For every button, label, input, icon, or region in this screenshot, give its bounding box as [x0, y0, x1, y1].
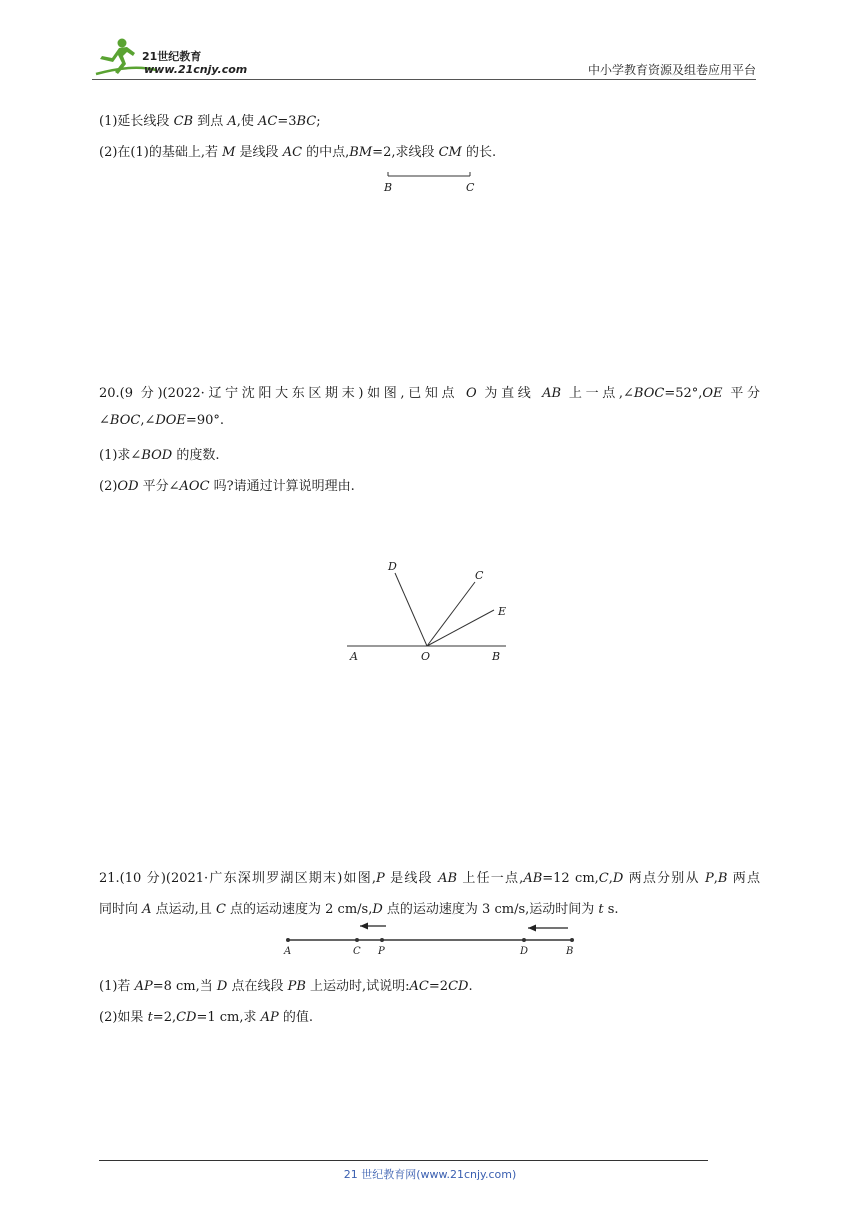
header-divider: [92, 79, 756, 80]
label-c: C: [475, 569, 484, 582]
q21-part2: (2)如果 t=2,CD=1 cm,求 AP 的值.: [99, 1010, 314, 1025]
site-logo: [92, 34, 262, 80]
label-a: A: [284, 946, 292, 957]
label-b: B: [566, 946, 574, 957]
q19-figure-segment-bc: [378, 168, 488, 198]
label-o: O: [421, 650, 431, 663]
arrow-left-icon: [360, 923, 386, 930]
logo-url: www.21cnjy.com: [144, 63, 248, 76]
label-d: D: [388, 560, 397, 573]
label-p: P: [378, 946, 385, 957]
q19-part1: (1)延长线段 CB 到点 A,使 AC=3BC;: [99, 114, 321, 129]
label-a: A: [350, 650, 358, 663]
label-b: B: [384, 181, 393, 194]
point-a-dot: [286, 938, 290, 942]
q21-stem-line2: 同时向 A 点运动,且 C 点的运动速度为 2 cm/s,D 点的运动速度为 3 cm/s,运动时间为 t s.: [99, 902, 619, 917]
point-c-dot: [355, 938, 359, 942]
point-b-dot: [570, 938, 574, 942]
q20-stem-line1: 20.(9 分)(2022·辽宁沈阳大东区期末)如图,已知点 O 为直线 AB 上一点,∠BOC=52°,OE 平分: [99, 386, 760, 401]
footer-divider: [99, 1160, 708, 1161]
q21-figure-moving-points: [280, 918, 580, 960]
logo-text: 21世纪教育: [142, 50, 202, 63]
q21-stem-line1: 21.(10 分)(2021·广东深圳罗湖区期末)如图,P 是线段 AB 上任一点,AB=12 cm,C,D 两点分别从 P,B 两点: [99, 871, 760, 886]
arrow-left-icon: [528, 925, 568, 932]
header-platform-text: 中小学教育资源及组卷应用平台: [587, 63, 756, 77]
label-e: E: [498, 605, 507, 618]
point-d-dot: [522, 938, 526, 942]
q20-part2: (2)OD 平分∠AOC 吗?请通过计算说明理由.: [99, 479, 355, 494]
footer-link[interactable]: 21 世纪教育网(www.21cnjy.com): [343, 1168, 517, 1181]
label-d: D: [520, 946, 529, 957]
label-b: B: [492, 650, 501, 663]
q20-figure-angles: [340, 556, 520, 666]
q21-part1: (1)若 AP=8 cm,当 D 点在线段 PB 上运动时,试说明:AC=2CD.: [99, 979, 473, 994]
label-c: C: [353, 946, 361, 957]
q20-part1: (1)求∠BOD 的度数.: [99, 448, 220, 463]
q20-stem-line2: ∠BOC,∠DOE=90°.: [99, 413, 224, 428]
label-c: C: [466, 181, 475, 194]
point-p-dot: [380, 938, 384, 942]
q19-part2: (2)在(1)的基础上,若 M 是线段 AC 的中点,BM=2,求线段 CM 的长.: [99, 145, 497, 160]
